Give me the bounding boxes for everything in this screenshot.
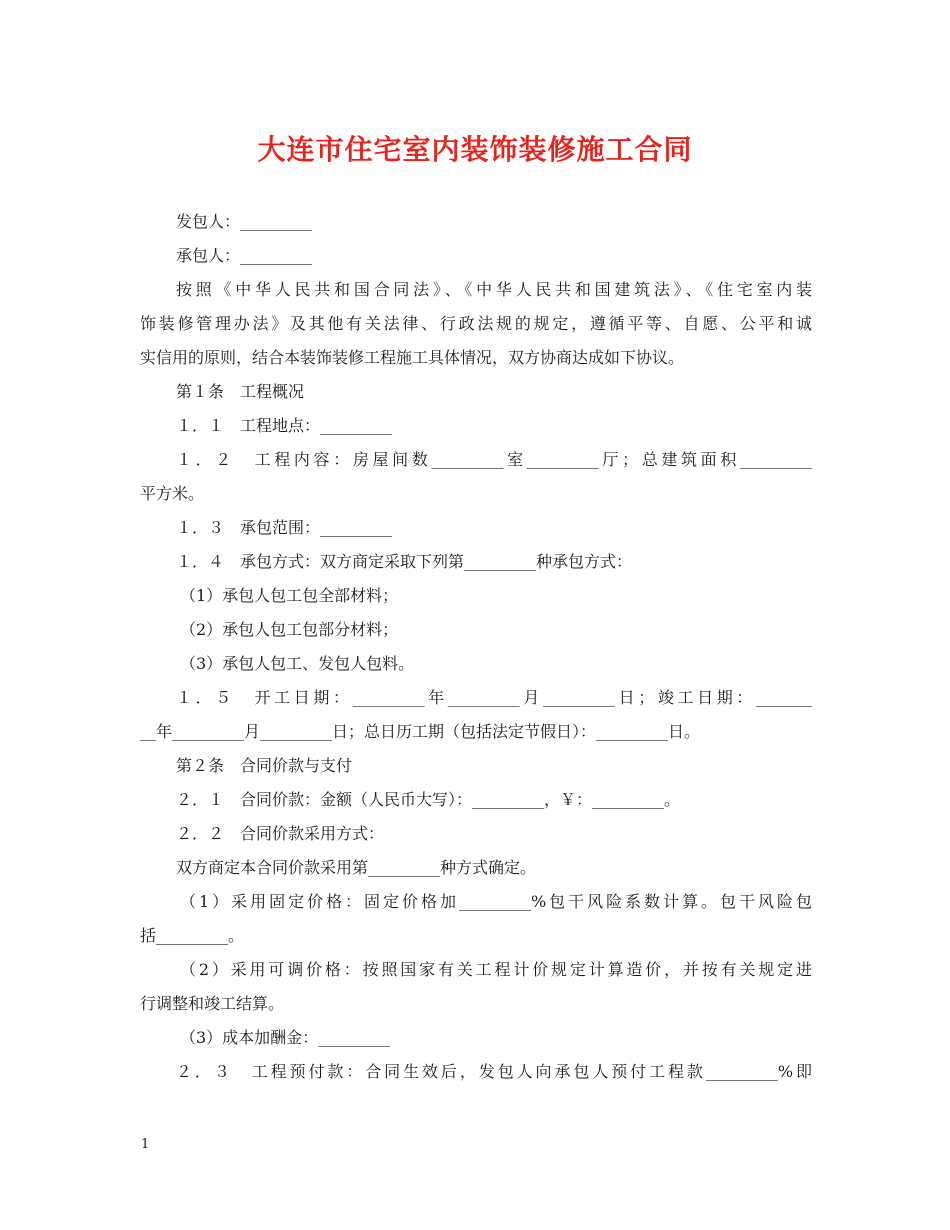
page-number: 1 bbox=[141, 1137, 150, 1152]
clause-2-2-text: 双方商定本合同价款采用第_________种方式确定。 bbox=[176, 858, 537, 877]
clause-2-3: ２．３ 工程预付款：合同生效后，发包人向承包人预付工程款_________%即 bbox=[176, 1062, 812, 1081]
price-option-3: （3）成本加酬金：_________ bbox=[180, 1028, 391, 1047]
article-1-heading: 第１条 工程概况 bbox=[176, 382, 305, 401]
price-option-1: （1）采用固定价格：固定价格加_________%包干风险系数计算。包干风险包 bbox=[180, 892, 812, 911]
clause-1-3: １．３ 承包范围：_________ bbox=[176, 518, 393, 537]
preamble-line-2: 饰装修管理办法》及其他有关法律、行政法规的规定，遵循平等、自愿、公平和诚 bbox=[140, 314, 812, 333]
clause-1-2-cont: 平方米。 bbox=[140, 484, 205, 503]
option-2: （2）承包人包工包部分材料； bbox=[180, 620, 399, 639]
clause-1-2: １．２ 工程内容：房屋间数_________室_________厅；总建筑面积_________ bbox=[176, 450, 812, 469]
price-option-2-cont: 行调整和竣工结算。 bbox=[140, 994, 285, 1013]
preamble-line-3: 实信用的原则，结合本装饰装修工程施工具体情况，双方协商达成如下协议。 bbox=[140, 348, 685, 367]
preamble-line-1: 按照《中华人民共和国合同法》、《中华人民共和国建筑法》、《住宅室内装 bbox=[176, 280, 812, 299]
clause-1-5: １．５ 开工日期：_________年_________月_________日；竣工日期：_______ bbox=[176, 688, 812, 707]
article-2-heading: 第２条 合同价款与支付 bbox=[176, 756, 353, 775]
price-option-2: （2）采用可调价格：按照国家有关工程计价规定计算造价，并按有关规定进 bbox=[180, 960, 812, 979]
option-3: （3）承包人包工、发包人包料。 bbox=[180, 654, 415, 673]
clause-1-5-cont: __年_________月_________日；总日历工期（包括法定节假日）：_________日。 bbox=[140, 722, 701, 741]
employer-line: 发包人：_________ bbox=[176, 212, 313, 231]
clause-1-1: １．１ 工程地点：_________ bbox=[176, 416, 393, 435]
clause-1-4: １．４ 承包方式：双方商定采取下列第_________种承包方式： bbox=[176, 552, 633, 571]
clause-2-2: ２．２ 合同价款采用方式： bbox=[176, 824, 385, 843]
page-title: 大连市住宅室内装饰装修施工合同 bbox=[257, 133, 693, 166]
price-option-1-cont: 括_________。 bbox=[140, 926, 245, 945]
option-1: （1）承包人包工包全部材料； bbox=[180, 586, 399, 605]
clause-2-1: ２．１ 合同价款：金额（人民币大写）：_________，￥：_________。 bbox=[176, 790, 681, 809]
contract-body bbox=[140, 205, 812, 1089]
contractor-line: 承包人：_________ bbox=[176, 246, 313, 265]
